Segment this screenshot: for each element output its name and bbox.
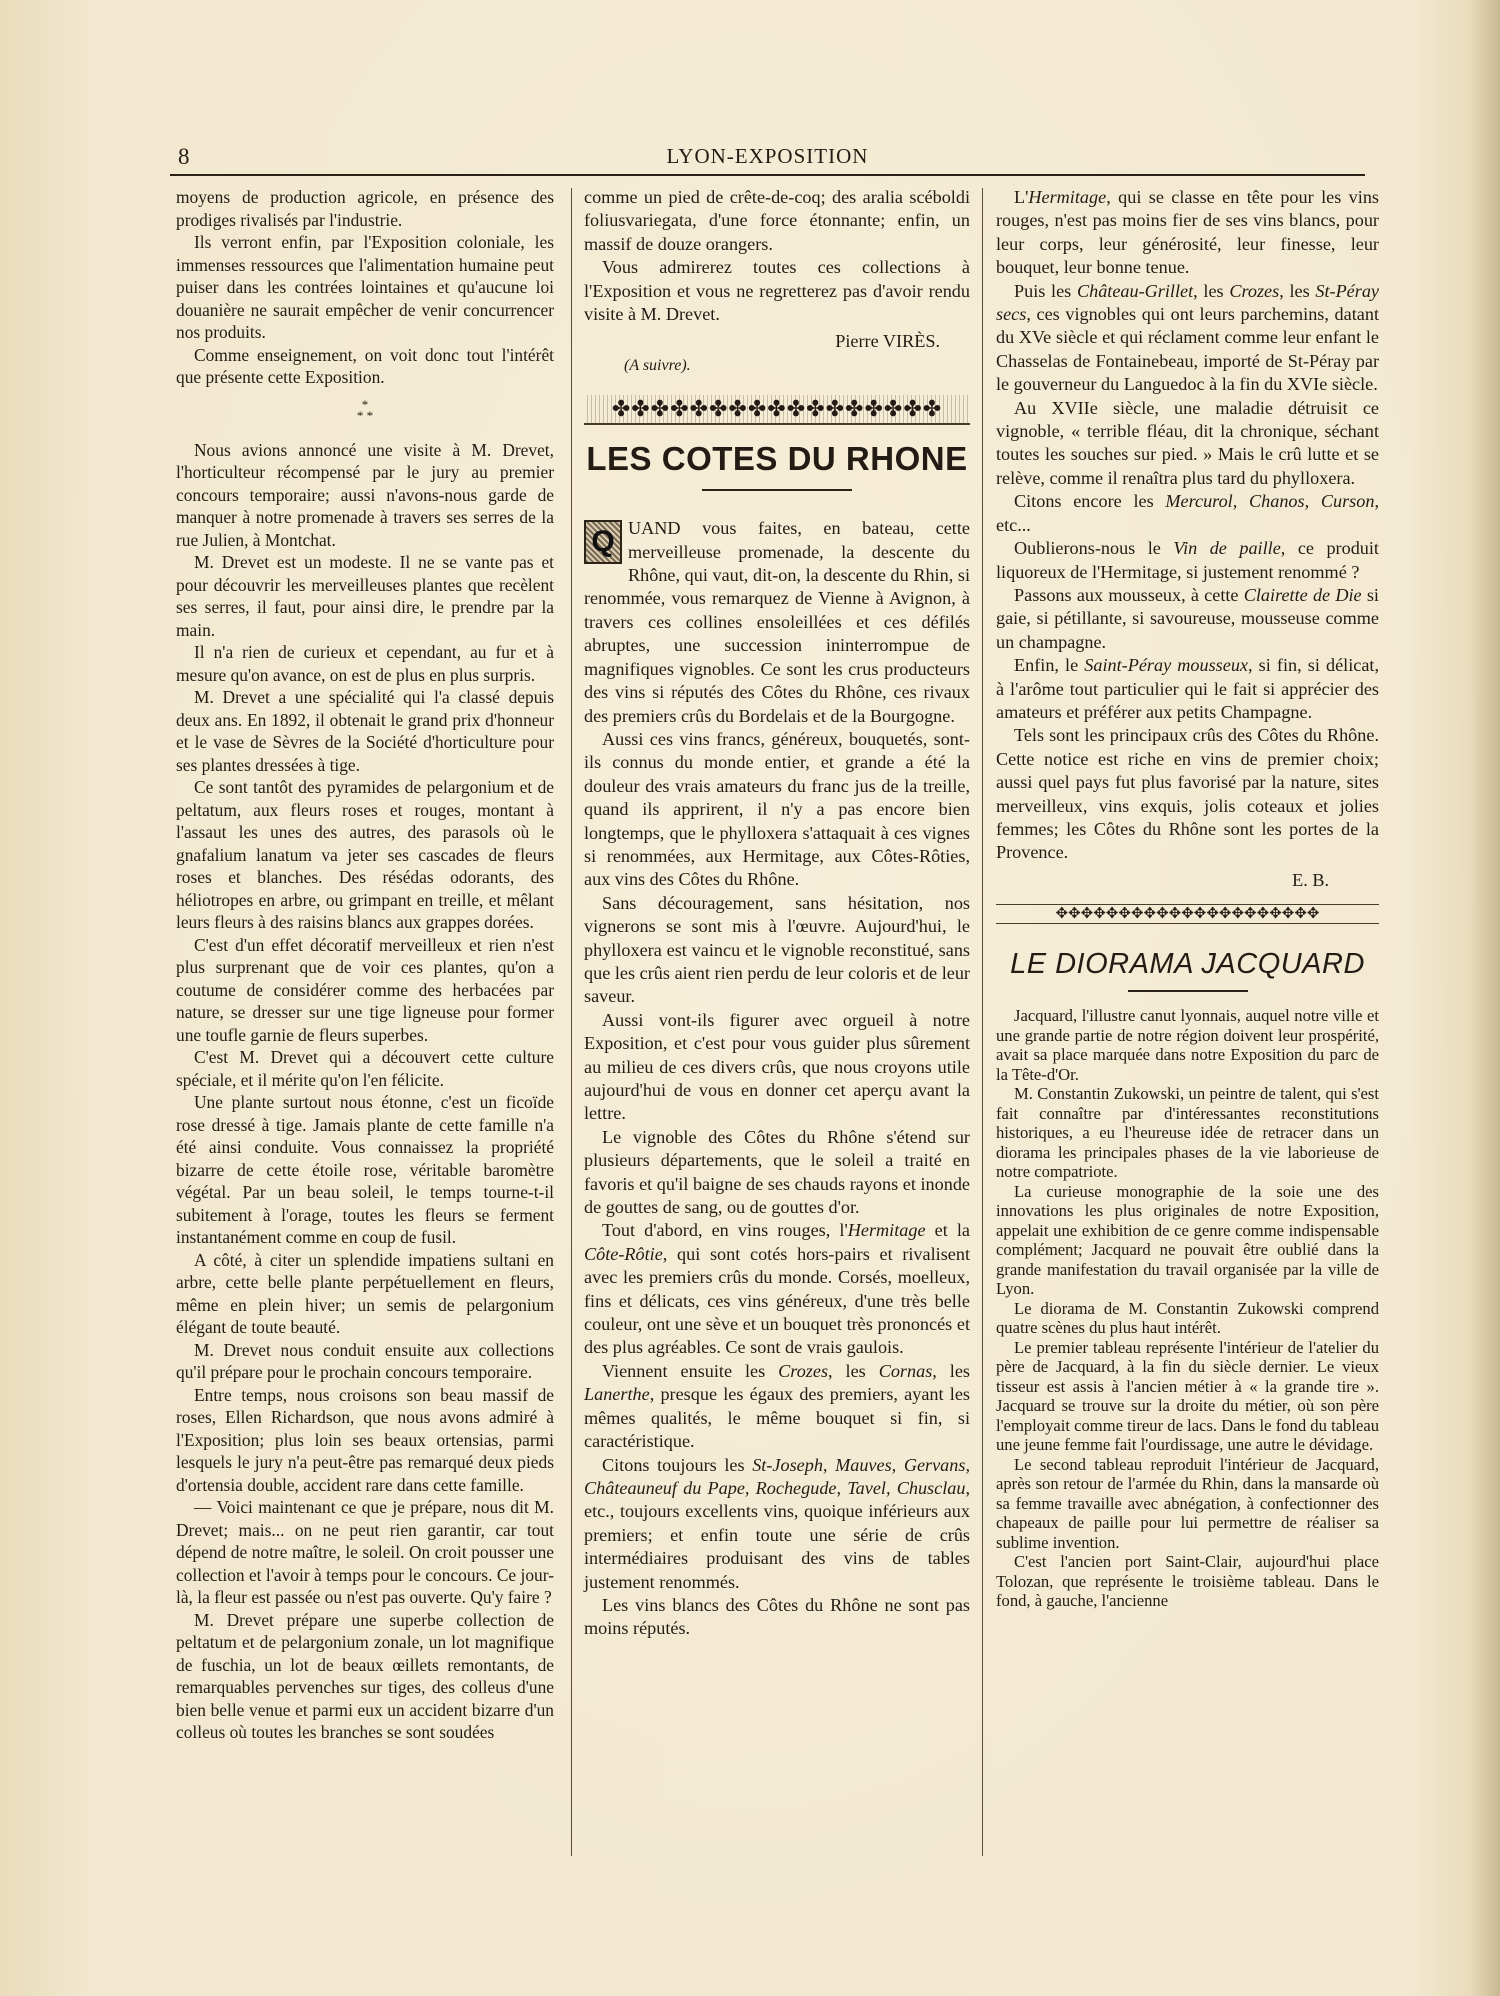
paragraph: Jacquard, l'illustre canut lyonnais, auquel notre ville et une grande partie de notre région doivent leur prospérité, avait sa place marquée dans notre Exposition du parc de la Tête-d'Or. [996, 1006, 1379, 1084]
paragraph: C'est l'ancien port Saint-Clair, aujourd'hui place Tolozan, que représente le troisième tableau. Dans le fond, à gauche, l'ancienne [996, 1552, 1379, 1611]
column-divider-2 [982, 188, 983, 1856]
continued-note: (A suivre). [624, 356, 691, 374]
paragraph: moyens de production agricole, en présence des prodiges rivalisés par l'industrie. [176, 187, 554, 230]
paragraph: Aussi vont-ils figurer avec orgueil à notre Exposition, et c'est pour vous guider plus sûrement au milieu de ces divers crûs, que nous croyons utile aujourd'hui de vous en donner cet aperçu avant la lettre. [584, 1009, 970, 1124]
paragraph: Comme enseignement, on voit donc tout l'intérêt que présente cette Exposition. [176, 344, 554, 387]
paragraph: C'est M. Drevet qui a découvert cette culture spéciale, et il mérite qu'on l'en félicite. [176, 1047, 554, 1090]
paragraph: M. Drevet prépare une superbe collection de peltatum et de pelargonium zonale, un lot magnifique de fuschia, un lot de beaux œillets remontants, de remarquables pervenches sur tiges, des colleus d'une bien belle venue et parmi eux un accident bizarre d'un colleus où toutes les branches se sont soudées [176, 1609, 554, 1742]
column-2 [584, 186, 970, 1641]
paragraph: A côté, à citer un splendide impatiens sultani en arbre, cette belle plante perpétuellement en fleurs, même en plein hiver; un semis de pelargonium élégant de toute beauté. [176, 1249, 554, 1337]
title-rule [702, 489, 852, 491]
paragraph: M. Drevet a une spécialité qui l'a classé depuis deux ans. En 1892, il obtenait le grand prix d'honneur et le vase de Sèvres de la Société d'horticulture pour ses plantes dressées à tige. [176, 687, 554, 775]
paragraph: Le diorama de M. Constantin Zukowski comprend quatre scènes du plus haut intérêt. [996, 1298, 1379, 1338]
paragraph: Ils verront enfin, par l'Exposition coloniale, les immenses ressources que l'alimentation humaine peut puiser dans les contrées lointaines et qu'aucune loi douanière ne saurait empêcher de venir concurrencer nos produits. [176, 232, 554, 342]
paragraph: La curieuse monographie de la soie une des innovations les plus originales de notre Exposition, appelait une exhibition de ce genre comme indispensable complément; Jacquard ne pouvait être oublié dans la grande manifestation du travail organisée par la ville de Lyon. [996, 1181, 1379, 1299]
paragraph: Citons toujours les St-Joseph, Mauves, Gervans, Châteauneuf du Pape, Rochegude, Tavel, Chusclau, etc., toujours excellents vins, quoique inférieurs aux premiers; et enfin toute une série de crûs intermédiaires produisant des vins de tables justement renommés. [584, 1454, 970, 1592]
paragraph: Le premier tableau représente l'intérieur de l'atelier du père de Jacquard, à la fin du siècle dernier. Le vieux tisseur est assis à l'ancien métier à « la grande tire ». Jacquard se trouve sur la droite du métier, où son père l'employait comme tireur de lacs. Dans le fond du tableau une jeune femme fait l'ourdissage, une autre le dévidage. [996, 1337, 1379, 1455]
paragraph: L'Hermitage, qui se classe en tête pour les vins rouges, n'est pas moins fier de ses vins blancs, pour leur corps, leur générosité, leur finesse, leur bouquet, leur bonne tenue. [996, 187, 1379, 278]
paragraph: Citons encore les Mercurol, Chanos, Curson, etc... [996, 491, 1379, 535]
paragraph: Une plante surtout nous étonne, c'est un ficoïde rose dressé à tige. Jamais plante de cette famille n'a été ainsi conduite. Vous connaissez la propriété bizarre de cette étoile rose, véritable baromètre végétal. Par un beau soleil, le temps tourne-t-il subitement à l'orage, toutes les fleurs se ferment instantanément comme en coup de fusil. [176, 1092, 554, 1247]
paragraph: Sans découragement, sans hésitation, nos vignerons se sont mis à l'œuvre. Aujourd'hui, le phylloxera est vaincu et le vignoble reconstitué, sans que les crûs aient rien perdu de leur coloris et de leur saveur. [584, 892, 970, 1007]
author-signature: Pierre VIRÈS. [835, 331, 940, 352]
paragraph: M. Constantin Zukowski, un peintre de talent, qui s'est fait connaître par d'intéressantes reconstitutions historiques, a eu l'heureuse idée de retracer dans un diorama les principales phases de la vie laborieuse de notre compatriote. [996, 1084, 1379, 1182]
paragraph: Nous avions annoncé une visite à M. Drevet, l'horticulteur récompensé par le jury au premier concours temporaire; aussi n'avons-nous garde de manquer à notre promenade à travers ses serres de la rue Julien, à Montchat. [176, 439, 554, 550]
paragraph: Aussi ces vins francs, généreux, bouquetés, sont-ils connus du monde entier, et grande a été la douleur des vrais amateurs du franc jus de la treille, quand ils apprirent, il n'y a pas encore bien longtemps, que le phylloxera s'attaquait à ces vignes si renommées, aux Hermitage, aux Côtes-Rôties, aux vins des Côtes du Rhône. [584, 728, 970, 890]
paragraph: Viennent ensuite les Crozes, les Cornas, les Lanerthe, presque les égaux des premiers, ayant les mêmes qualités, le même bouquet si fin, si caractéristique. [584, 1360, 970, 1452]
journal-title: LYON-EXPOSITION [666, 144, 869, 168]
page-header [170, 140, 1365, 176]
paragraph: Enfin, le Saint-Péray mousseux, si fin, si délicat, à l'arôme tout particulier qui le fait si apprécier des amateurs et préférer aux petits Champagne. [996, 655, 1379, 722]
paragraph: Le vignoble des Côtes du Rhône s'étend sur plusieurs départements, que le soleil a traité en favoris et qu'il baigne de ses chauds rayons et inonde de gouttes de sang, ou de gouttes d'or. [584, 1126, 970, 1218]
page-number: 8 [178, 144, 190, 169]
ornament-divider: ✤✤✤✤✤✤✤✤✤✤✤✤✤✤✤✤✤ [584, 395, 970, 425]
paragraph: Le second tableau reproduit l'intérieur de Jacquard, après son retour de l'armée du Rhin, dans la mansarde où sa femme travaille avec abnégation, à confectionner des chapeaux de paille pour lui permettre de réaliser sa sublime invention. [996, 1454, 1379, 1552]
paragraph: Il n'a rien de curieux et cependant, au fur et à mesure qu'on avance, on est de plus en plus surpris. [176, 642, 554, 685]
paragraph: Vous admirerez toutes ces collections à l'Exposition et vous ne regretterez pas d'avoir rendu visite à M. Drevet. [584, 257, 970, 325]
paragraph: Tels sont les principaux crûs des Côtes du Rhône. Cette notice est riche en vins de premier choix; aussi quel pays fut plus favorisé par la nature, sites merveilleux, vins exquis, jolis coteaux et jolies femmes; les Côtes du Rhône sont les portes de la Provence. [996, 725, 1379, 863]
paragraph: C'est d'un effet décoratif merveilleux et rien n'est plus surprenant que de voir ces plantes, qu'on a coutume de considérer comme des herbacées par nature, se dresser sur une tige ligneuse pour former une toufle garnie de fleurs superbes. [176, 934, 554, 1045]
dropcap: Q [584, 520, 622, 564]
column-3 [996, 186, 1379, 1611]
paragraph: Passons aux mousseux, à cette Clairette de Die si gaie, si pétillante, si savoureuse, mousseuse comme un champagne. [996, 584, 1379, 652]
title-rule [1128, 990, 1248, 992]
paragraph: Tout d'abord, en vins rouges, l'Hermitage et la Côte-Rôtie, qui sont cotés hors-pairs et rivalisent avec les premiers crûs du monde. Corsés, moelleux, fins et délicats, ces vins généreux, d'une très belle couleur, ont une sève et un bouquet très prononcés et des plus agréables. Ce sont de vrais gaulois. [584, 1220, 970, 1358]
ornament-divider: ✥✥✥✥✥✥✥✥✥✥✥✥✥✥✥✥✥✥✥✥✥ [996, 904, 1379, 924]
author-signature: E. B. [1292, 869, 1329, 890]
article-title: LE DIORAMA JACQUARD [1010, 948, 1365, 981]
section-stars: * * * [356, 396, 374, 423]
paragraph: comme un pied de crête-de-coq; des aralia scéboldi foliusvariegata, d'une force étonnante; enfin, un massif de douze orangers. [584, 187, 970, 254]
paragraph: — Voici maintenant ce que je prépare, nous dit M. Drevet; mais... on ne peut rien garantir, car tout dépend de notre maître, le soleil. On croit pousser une collection et l'avoir à temps pour le concours. Ce jour-là, la fleur est passée ou n'est pas ouverte. Qu'y faire ? [176, 1497, 554, 1607]
paragraph: Oublierons-nous le Vin de paille, ce produit liquoreux de l'Hermitage, si justement renommé ? [996, 538, 1379, 582]
column-1 [176, 186, 554, 1744]
article-title: LES COTES DU RHONE [586, 440, 968, 478]
paragraph: Puis les Château-Grillet, les Crozes, les St-Péray secs, ces vignobles qui ont leurs parchemins, datant du XVe siècle et qui réclament comme leur enfant le Chasselas de Fontainebeau, importé de St-Péray par le gouverneur du Languedoc à la fin du XVIe siècle. [996, 280, 1379, 395]
page-edge-shadow [1470, 0, 1500, 1996]
paragraph: Ce sont tantôt des pyramides de pelargonium et de peltatum, aux fleurs roses et rouges, montant à l'assaut les unes des autres, des parasols où le gnafalium lanatum va jeter ses cascades de fleurs roses et blanches. Des résédas odorants, des héliotropes en arbre, ou grimpant en treille, et mêlant leurs fleurs à des raisins blancs aux grappes dorées. [176, 777, 554, 932]
diorama-article [996, 946, 1379, 1611]
paragraph: Les vins blancs des Côtes du Rhône ne sont pas moins réputés. [584, 1594, 970, 1639]
column-divider-1 [571, 188, 572, 1856]
paragraph: M. Drevet est un modeste. Il ne se vante pas et pour découvrir les merveilleuses plantes que recèlent ses serres, il faut, pour ainsi dire, le prendre par la main. [176, 552, 554, 640]
paragraph: M. Drevet nous conduit ensuite aux collections qu'il prépare pour le prochain concours temporaire. [176, 1339, 554, 1382]
paragraph: Entre temps, nous croisons son beau massif de roses, Ellen Richardson, que nous avons admiré à l'Exposition; plus loin ses beaux ortensias, parmi lesquels le jury n'a peut-être pas remarqué deux pieds d'ortensia double, accident rare dans cette famille. [176, 1384, 554, 1495]
lead-paragraph: Q UAND vous faites, en bateau, cette merveilleuse promenade, la descente du Rhône, qui vaut, dit-on, la descente du Rhin, si renommée, vous remarquez de Vienne à Avignon, à travers ces collines ensoleillées et ces défilés abruptes, une succession ininterrompue de magnifiques vignobles. Ce sont les crus producteurs des vins si réputés des Côtes du Rhône, ces rivaux des premiers crûs du Bordelais et de la Bourgogne. [584, 518, 970, 726]
paragraph: Au XVIIe siècle, une maladie détruisit ce vignoble, « terrible fléau, dit la chronique, séchant toutes les souches sur pied. » Mais le crû lutte et se relève, comme il renaîtra plus tard du phylloxera. [996, 397, 1379, 488]
